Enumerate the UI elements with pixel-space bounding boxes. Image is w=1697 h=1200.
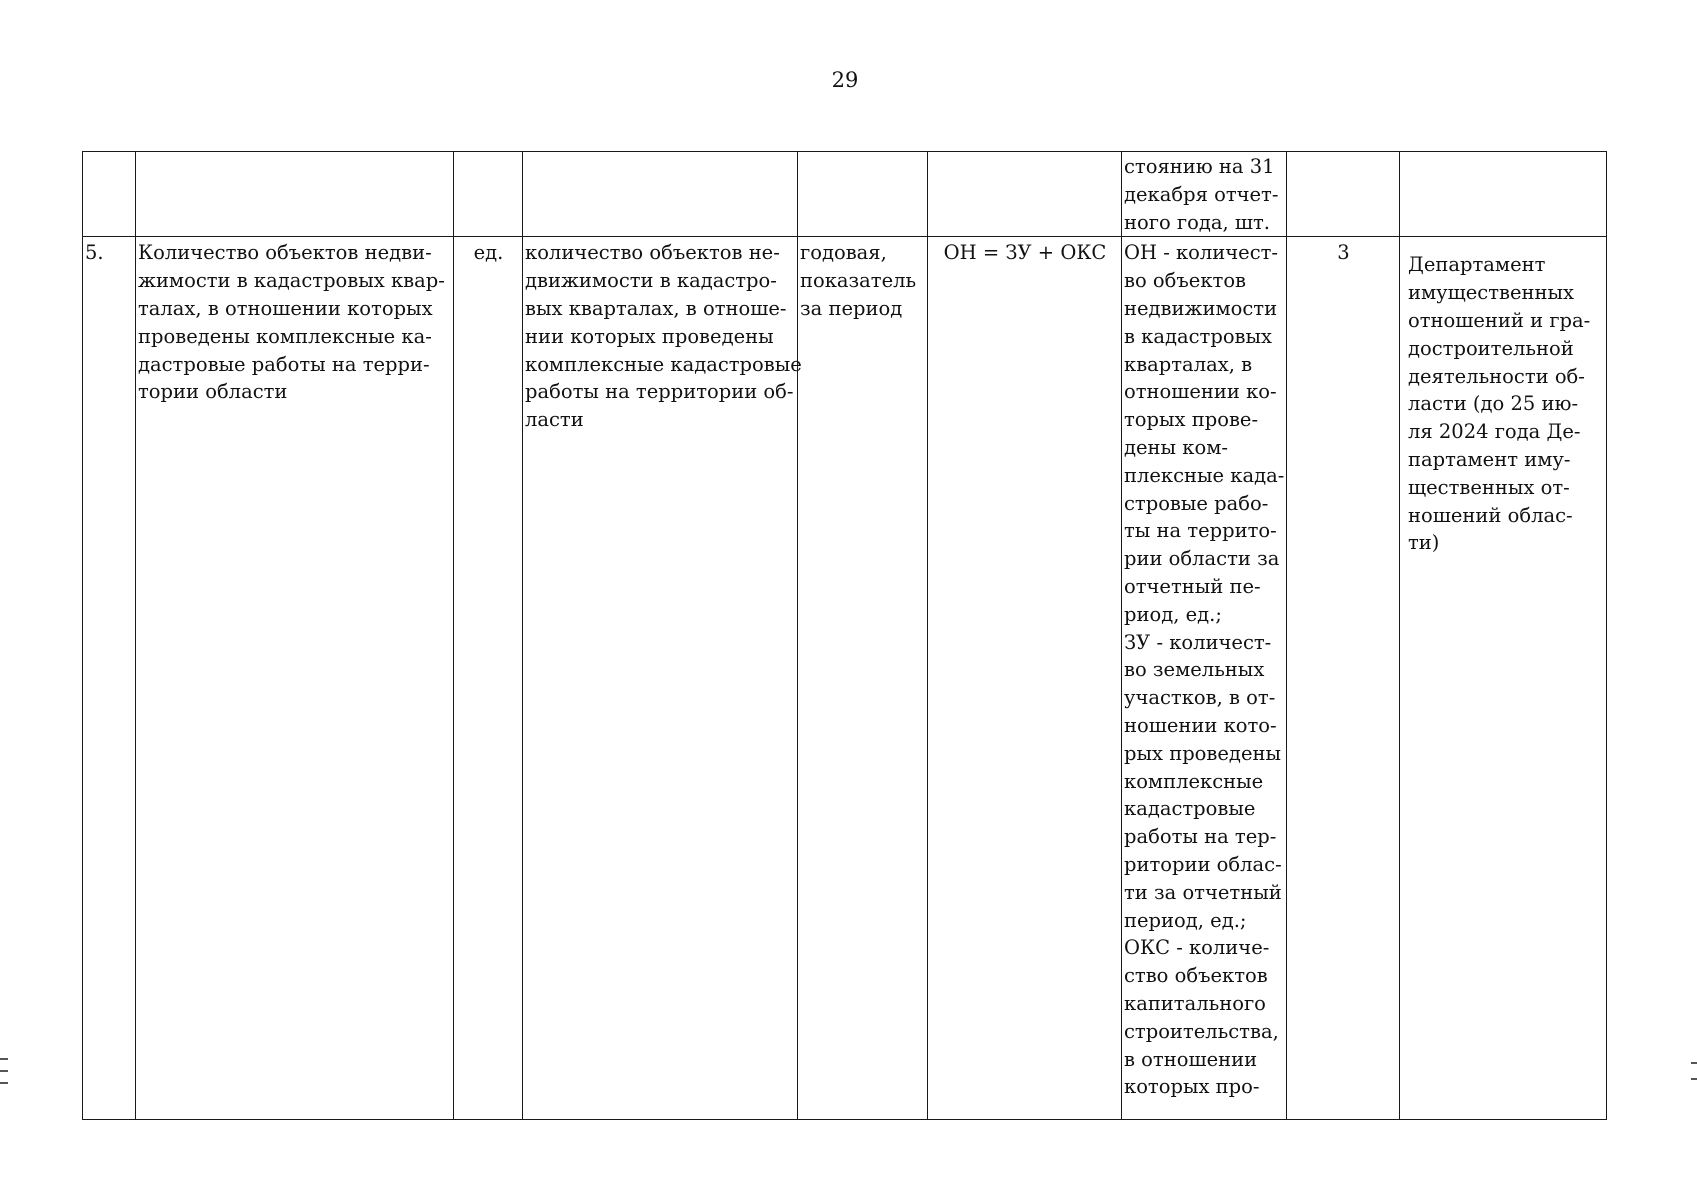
- periodicity-line: за период: [800, 296, 903, 320]
- notes-line: капитального: [1124, 991, 1266, 1015]
- notes-line: отношении ко-: [1124, 380, 1277, 404]
- cell-unit: [454, 152, 523, 237]
- notes-line: ОН - количест-: [1124, 241, 1279, 265]
- name-line: Количество объектов недви-: [138, 241, 432, 265]
- responsible-line: отношений и гра-: [1408, 308, 1591, 332]
- cell-indicator-name: [136, 237, 454, 1120]
- table-row: [83, 152, 1607, 237]
- notes-line: ЗУ - количест-: [1124, 630, 1272, 654]
- cell-responsible: [1400, 152, 1607, 237]
- responsible-line: ля 2024 года Де-: [1408, 420, 1581, 444]
- notes-line: строительства,: [1124, 1019, 1279, 1043]
- notes-line: кварталах, в: [1124, 352, 1253, 376]
- definition-line: нии которых проведены: [525, 324, 774, 348]
- notes-line: ты на террито-: [1124, 519, 1277, 543]
- responsible-line: ти): [1408, 531, 1440, 555]
- notes-line: декабря отчет-: [1124, 182, 1279, 206]
- cell-responsible: [1400, 237, 1607, 1120]
- definition-line: количество объектов не-: [525, 241, 780, 265]
- notes-line: которых про-: [1124, 1075, 1260, 1099]
- notes-line: ОКС - количе-: [1124, 936, 1270, 960]
- scan-mark: [0, 1070, 8, 1072]
- notes-line: ство объектов: [1124, 964, 1268, 988]
- responsible-line: партамент иму-: [1408, 447, 1571, 471]
- name-line: дастровые работы на терри-: [138, 352, 430, 376]
- cell-method: [1287, 152, 1400, 237]
- periodicity-line: показатель: [800, 269, 917, 293]
- definition-line: вых кварталах, в отноше-: [525, 296, 787, 320]
- page-number: 29: [831, 68, 859, 92]
- table-row: [83, 237, 1607, 1120]
- cell-notes: [1122, 237, 1287, 1120]
- notes-line: ношении кото-: [1124, 713, 1277, 737]
- notes-line: кадастровые: [1124, 797, 1256, 821]
- notes-line: плексные када-: [1124, 463, 1285, 487]
- scan-mark: [1691, 1062, 1697, 1064]
- notes-line: комплексные: [1124, 769, 1264, 793]
- cell-periodicity: [798, 152, 928, 237]
- scan-mark: [1691, 1078, 1697, 1080]
- notes-line: ти за отчетный: [1124, 880, 1282, 904]
- cell-definition: [523, 152, 798, 237]
- cell-method: 3: [1287, 237, 1400, 1120]
- periodicity-line: годовая,: [800, 241, 887, 265]
- notes-line: в отношении: [1124, 1047, 1258, 1071]
- definition-line: движимости в кадастро-: [525, 269, 777, 293]
- notes-line: риод, ед.;: [1124, 602, 1222, 626]
- indicator-table: [82, 151, 1607, 1120]
- cell-definition: [523, 237, 802, 1120]
- definition-line: ласти: [525, 408, 584, 432]
- responsible-line: Департамент: [1408, 253, 1546, 277]
- responsible-line: достроительной: [1408, 336, 1574, 360]
- cell-notes: [1122, 152, 1287, 237]
- notes-line: стровые рабо-: [1124, 491, 1269, 515]
- notes-line: работы на тер-: [1124, 825, 1277, 849]
- responsible-line: ласти (до 25 ию-: [1408, 392, 1579, 416]
- responsible-line: ношений облас-: [1408, 503, 1573, 527]
- notes-line: недвижимости: [1124, 296, 1278, 320]
- notes-line: стоянию на 31: [1124, 155, 1275, 178]
- name-line: проведены комплексные ка-: [138, 324, 432, 348]
- notes-line: дены ком-: [1124, 435, 1228, 459]
- notes-line: рых проведены: [1124, 741, 1281, 765]
- notes-line: период, ед.;: [1124, 908, 1247, 932]
- responsible-line: щественных от-: [1408, 475, 1570, 499]
- name-line: жимости в кадастровых квар-: [138, 269, 445, 293]
- notes-line: участков, в от-: [1124, 686, 1276, 710]
- notes-line: во объектов: [1124, 269, 1247, 293]
- name-line: тории области: [138, 380, 288, 404]
- responsible-line: деятельности об-: [1408, 364, 1585, 388]
- notes-line: в кадастровых: [1124, 324, 1273, 348]
- cell-unit: ед.: [454, 237, 523, 1120]
- definition-line: работы на территории об-: [525, 380, 794, 404]
- notes-line: рии области за: [1124, 547, 1280, 571]
- cell-number: [83, 152, 136, 237]
- notes-line: торых прове-: [1124, 408, 1259, 432]
- scan-mark: [0, 1058, 8, 1060]
- name-line: талах, в отношении которых: [138, 296, 433, 320]
- notes-line: во земельных: [1124, 658, 1265, 682]
- cell-indicator-name: [136, 152, 454, 237]
- cell-periodicity: [798, 237, 928, 1120]
- responsible-line: имущественных: [1408, 281, 1575, 305]
- definition-line: комплексные кадастровые: [525, 352, 802, 376]
- cell-formula: ОН = ЗУ + ОКС: [928, 237, 1122, 1120]
- cell-number: 5.: [83, 237, 136, 1120]
- notes-line: ритории облас-: [1124, 852, 1282, 876]
- notes-line: отчетный пе-: [1124, 574, 1261, 598]
- notes-line: ного года, шт.: [1124, 210, 1270, 234]
- scan-mark: [0, 1082, 8, 1084]
- cell-formula: [928, 152, 1122, 237]
